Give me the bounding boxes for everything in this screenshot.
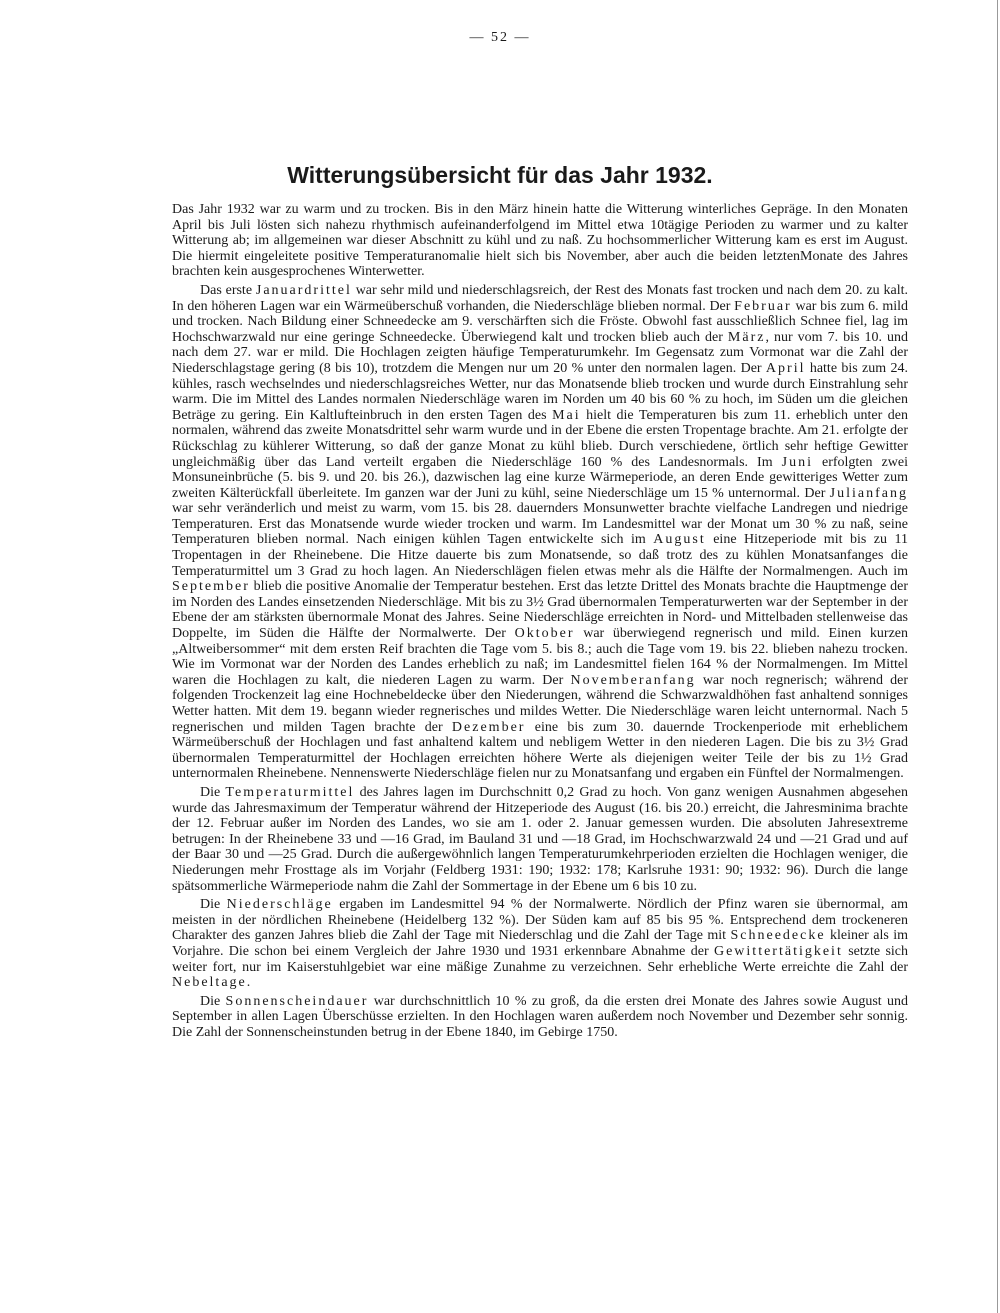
text-run: war durchschnittlich 10 % zu groß, da die ersten drei Monate des Jahres sowie August und September in allen Lagen Überschüsse erzielten. In den Hochlagen waren außerdem noch November und Dezember sehr sonnig. Die Zahl der Sonnenscheinstunden betrug in der Ebene 1840, im Gebirge 1750. (172, 993, 908, 1040)
spaced-term: September (172, 579, 250, 595)
text-run: , nur vom 7. bis 10. und nach dem 27. war er mild. Die Hochlagen zeigten häufige Temperaturumkehr. Im Gegensatz zum Vormonat war die Zahl der Niederschlagstage gering (8 bis 10), trotzdem die Mengen nur um 20 % unter den normalen lagen. Der (172, 329, 908, 376)
text-run: hielt die Temperaturen bis zum 11. erheblich unter den normalen, während das zweite Monatsdrittel sehr warm wurde und in der Ebene die ersten Tropentage brachte. Am 21. erfolgte der Rückschlag zu kühlerer Witterung, so daß der ganze Monat zu kühl blieb. Durch verschiedene, örtlich sehr heftige Gewitter ungleichmäßig über das Land verteilt ergaben die Niederschläge 160 % des Landesnormals. Im (172, 407, 908, 470)
spaced-term: Januardrittel (255, 282, 352, 298)
paragraph (172, 283, 908, 782)
text-run: hatte bis zum 24. kühles, rasch wechselndes und niederschlagsreiches Wetter, nur das Monatsende blieb trocken und wurde durch Einstrahlung sehr warm. Die im Mittel des Landes normalen Niederschläge waren im Norden um 40 bis 60 % zu hoch, im Süden um die gleichen Beträge zu gering. Ein Kaltlufteinbruch in den ersten Tagen des (172, 360, 908, 423)
text-run: war sehr mild und niederschlagsreich, der Rest des Monats fast trocken und nach dem 20. zu kalt. In den höheren Lagen war ein Wärmeüberschuß vorhanden, die Niederschläge blieben normal. Der (172, 282, 909, 314)
spaced-term: Februar (734, 298, 792, 314)
text-run: Das erste (200, 282, 256, 298)
spaced-term: Gewittertätigkeit (713, 943, 843, 959)
spaced-term: Juni (781, 454, 813, 470)
spaced-term: Schneedecke (730, 928, 826, 944)
text-run: . (246, 975, 251, 991)
spaced-term: März (727, 329, 766, 345)
text-run: war sehr veränderlich und meist zu warm, vom 15. bis 28. dauernders Monsunwetter brachte vielfache Landregen und niedrige Temperaturen. Erst das Monatsende wurde wieder trocken und warm. Im Landesmittel war der Monat um 30 % zu naß, seine Temperaturen blieben normal. Nach einigen kühlen Tagen entwickelte sich im (172, 501, 908, 548)
text-run: war überwiegend regnerisch und mild. Einen kurzen „Altweibersommer“ mit dem ersten Reif brachten die Tage vom 5. bis 8.; auch die Tage vom 19. bis 22. blieben nahezu trocken. Wie im Vormonat war der Norden des Landes erheblich zu naß; im Landesmittel fielen 164 % der Normalmengen. Im Mittel waren die Hochlagen zu kalt, die niederen Lagen zu warm. Der (172, 626, 908, 688)
paragraph (172, 202, 908, 280)
spaced-term: August (653, 532, 706, 548)
spaced-term: Dezember (451, 719, 526, 735)
text-run: eine bis zum 30. dauernde Trockenperiode mit erheblichem Wärmeüberschuß der Hochlagen und fast anhaltend kaltem und nebligem Wetter in den niederen Lagen. Die bis zu 3½ Grad übernormalen Temperaturmittel der Hochlagen erreichten höhere Werte als diejenigen weiter Teile der bis zu 1½ Grad unternormalen Rheinebene. Nennenswerte Niederschläge fielen nur zu Monatsanfang und ergaben ein Fünftel der Normalmengen. (172, 719, 909, 782)
text-run: war noch regnerisch; während der folgenden Trockenzeit lag eine Hochnebeldecke über den Niederungen, während die Schwarzwaldhöhen fast anhaltend sonniges Wetter hatten. Mit dem 19. begann wieder regnerisches und mildes Wetter. Die Niederschläge waren leicht unternormal. Nach 5 regnerischen und milden Tagen brachte der (172, 672, 908, 735)
text-run: eine Hitzeperiode mit bis zu 11 Tropentagen in der Rheinebene. Die Hitze dauerte bis zum Monatsende, so daß trotz des zu kühlen Monatsanfanges die Temperaturmittel um 3 Grad zu hoch lagen. An Niederschlägen fielen etwas mehr als die Hälfte der Normalmengen. Auch im (172, 532, 908, 579)
text-run: des Jahres lagen im Durchschnitt 0,2 Grad zu hoch. Von ganz wenigen Ausnahmen abgesehen wurde das Jahresmaximum der Temperatur während der Hitzeperiode des August (16. bis 20.) erreicht, die Jahresminima brachte der 12. Februar außer im Norden des Landes, wo sie am 1. oder 2. Januar gemessen wurden. Die absoluten Jahresextreme betrugen: In der Rheinebene 33 und —16 Grad, im Bauland 31 und —18 Grad, im Hochschwarzwald 24 und —21 Grad und auf der Baar 30 und —25 Grad. Durch die außergewöhnlich langen Temperaturumkehrperioden erzielten die Hochlagen weniger, die Niederungen mehr Frosttage als im Vorjahr (Feldberg 1931: 190; 1932: 178; Karlsruhe 1931: 90; 1932: 96). Durch die lange spätsommerliche Wärmeperiode nahm die Zahl der Sommertage in der Ebene um 6 bis 10 zu. (172, 784, 908, 894)
spaced-term: Temperaturmittel (225, 784, 355, 800)
text-run: Das Jahr 1932 war zu warm und zu trocken. Bis in den März hinein hatte die Witterung winterliches Gepräge. In den Monaten April bis Juli lösten sich nahezu rhythmisch aufeinanderfolgend im Mittel etwa 10tägige Perioden zu warmer und zu kalter Witterung ab; im allgemeinen war dieser Abschnitt zu kühl und zu naß. Zu hochsommerlicher Witterung kam es erst im August. Die hiermit eingeleitete positive Temperaturanomalie hielt sich bis November, aber auch die beiden letztenMonate des Jahres brachten kein ausgesprochenes Winterwetter. (172, 202, 908, 280)
spaced-term: Julianfang (829, 485, 908, 501)
page-title: Witterungsübersicht für das Jahr 1932. (287, 162, 713, 188)
text-run: blieb die positive Anomalie der Temperatur bestehen. Erst das letzte Drittel des Monats brachte die Hauptmenge der im Norden des Landes einsetzenden Niederschläge. Mit bis zu 3½ Grad übernormalen Temperaturwerten war der September in der Ebene der am stärksten übernormale Monat des Jahres. Seine Niederschläge erreichten in Nord- und Mittelbaden stellenweise das Doppelte, im Süden die Hälfte der Normalwerte. Der (172, 579, 908, 642)
text-run: Die (200, 993, 226, 1009)
spaced-term: Novemberanfang (570, 672, 696, 688)
text-run: ergaben im Landesmittel 94 % der Normalwerte. Nördlich der Pfinz waren sie übernormal, am meisten in der nördlichen Rheinebene (Heidelberg 132 %). Der Süden kam auf 85 bis 95 %. Entsprechend dem trockeneren Charakter des ganzen Jahres blieb die Zahl der Tage mit Niederschlag und die Zahl der Tage mit (172, 897, 908, 944)
body-text (172, 202, 908, 1043)
text-run: setzte sich weiter fort, nur im Kaiserstuhlgebiet war eine mäßige Zunahme zu verzeichnen. Sehr erhebliche Werte erreichte die Zahl der (172, 943, 908, 975)
paragraph (172, 897, 908, 991)
paragraph (172, 785, 908, 894)
text-run: war bis zum 6. mild und trocken. Nach Bildung einer Schneedecke am 9. verschärften sich die Fröste. Obwohl fast ausschließlich Schnee fiel, lag im Hochschwarzwald nur eine geringe Schneedecke. Überwiegend kalt und trocken blieb auch der (172, 298, 908, 345)
spaced-term: Sonnenscheindauer (225, 993, 369, 1009)
text-run: erfolgten zwei Monsuneinbrüche (5. bis 9. und 20. bis 26.), dazwischen lag eine kurze Wärmeperiode, an deren Ende gewitteriges Wetter zum zweiten Kälterückfall überleitete. Im ganzen war der Juni zu kühl, seine Niederschläge um 15 % unternormal. Der (172, 454, 908, 501)
spaced-term: Niederschläge (226, 897, 333, 913)
paragraph (172, 994, 908, 1041)
spaced-term: Nebeltage (172, 975, 247, 991)
page-number: — 52 — (469, 30, 531, 45)
text-run: Die (200, 784, 226, 800)
spaced-term: Oktober (514, 626, 575, 642)
spaced-term: April (765, 360, 806, 376)
text-run: kleiner als im Vorjahre. Die schon bei einem Vergleich der Jahre 1930 und 1931 erkennbare Abnahme der (172, 928, 909, 959)
text-run: Die (200, 897, 227, 913)
scan-edge-line (997, 0, 998, 1313)
spaced-term: Mai (552, 407, 581, 423)
